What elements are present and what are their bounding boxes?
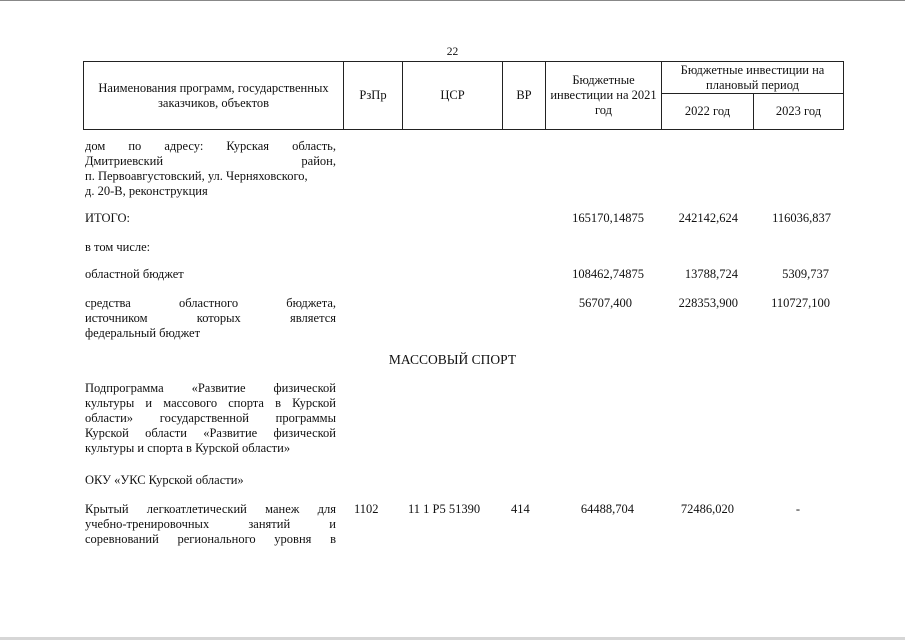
page-number: 22 xyxy=(446,46,459,58)
regional-budget-label: областной бюджет xyxy=(85,267,184,281)
header-planned-period: Бюджетные инвестиции на плановый период xyxy=(662,62,844,94)
total-2022: 242142,624 xyxy=(678,211,738,225)
total-label: ИТОГО: xyxy=(85,211,130,225)
header-csr: ЦСР xyxy=(403,62,503,130)
header-investments-2021: Бюджетные инвестиции на 2021 год xyxy=(546,62,662,130)
arena-rzpr: 1102 xyxy=(354,502,379,516)
total-2023: 116036,837 xyxy=(772,211,831,225)
scan-top-edge xyxy=(0,0,905,1)
customer-name: ОКУ «УКС Курской области» xyxy=(85,473,244,487)
section-title: МАССОВЫЙ СПОРТ xyxy=(388,352,517,367)
subprogram-title: Подпрограмма «Развитие физической культуры и массового спорта в Курской области» государственной программы Курской области «Развитие физической культуры и спорта в Курской области» xyxy=(85,381,336,455)
header-name-column: Наименования программ, государственных заказчиков, объектов xyxy=(84,62,344,130)
regional-2023: 5309,737 xyxy=(782,267,829,281)
regional-2021: 108462,74875 xyxy=(572,267,644,281)
arena-2023: - xyxy=(795,502,800,516)
header-vr: ВР xyxy=(503,62,546,130)
arena-2022: 72486,020 xyxy=(680,502,734,516)
header-rzpr: РзПр xyxy=(344,62,403,130)
arena-csr: 11 1 Р5 51390 xyxy=(408,502,481,516)
total-2021: 165170,14875 xyxy=(572,211,644,225)
header-year-2022: 2022 год xyxy=(662,94,754,130)
arena-2021: 64488,704 xyxy=(580,502,634,516)
federal-funds-label: средства областного бюджета, источником которых является федеральный бюджет xyxy=(85,296,336,340)
arena-vr: 414 xyxy=(511,502,530,516)
federal-2022: 228353,900 xyxy=(678,296,738,310)
header-year-2023: 2023 год xyxy=(754,94,844,130)
arena-object-description: Крытый легкоатлетический манеж для учебно-тренировочных занятий и соревнований регионального уровня в xyxy=(85,502,336,546)
federal-2023: 110727,100 xyxy=(771,296,830,310)
federal-2021: 56707,400 xyxy=(578,296,632,310)
table-header xyxy=(83,61,844,130)
regional-2022: 13788,724 xyxy=(684,267,738,281)
object-description: дом по адресу: Курская область, Дмитриевский район, п. Первоавгустовский, ул. Черняховского, д. 20-В, реконструкция xyxy=(85,139,336,198)
including-label: в том числе: xyxy=(85,240,151,254)
